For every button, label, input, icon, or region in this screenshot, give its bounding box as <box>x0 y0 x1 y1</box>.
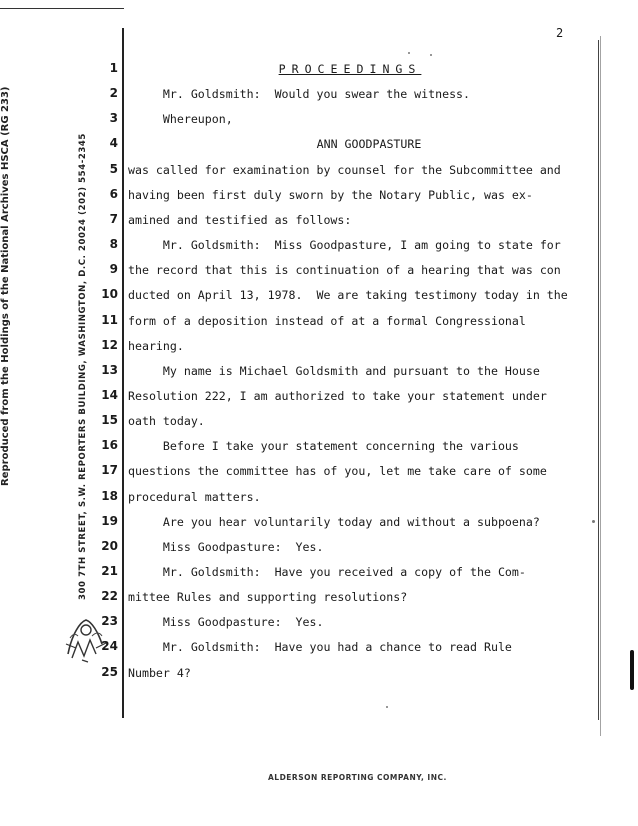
line-text: Mr. Goldsmith: Have you received a copy of the Com- <box>128 565 526 579</box>
page-number: 2 <box>556 26 564 40</box>
line-text: was called for examination by counsel for the Subcommittee and <box>128 162 561 177</box>
line-number: 1 <box>109 61 118 75</box>
line-text: hearing. <box>128 338 184 353</box>
line-number: 13 <box>101 362 118 377</box>
line-text: questions the committee has of you, let me take care of some <box>128 464 547 479</box>
line-number: 7 <box>109 211 118 226</box>
line-number: 8 <box>109 237 118 252</box>
line-text: Mr. Goldsmith: Miss Goodpasture, I am going to state for <box>128 238 561 253</box>
transcript-line <box>0 286 638 311</box>
line-number: 3 <box>109 111 118 126</box>
line-text: the record that this is continuation of a hearing that was con <box>128 263 561 278</box>
transcript-line <box>0 563 638 588</box>
reporter-address: 300 7TH STREET, S.W. REPORTERS BUILDING, WASHINGTON, D.C. 20024 (202) 554-2345 <box>78 133 88 600</box>
line-text: ducted on April 13, 1978. We are taking testimony today in the <box>128 288 568 303</box>
line-text: Before I take your statement concerning the various <box>128 439 519 454</box>
line-number: 17 <box>101 463 118 478</box>
line-text: Number 4? <box>128 665 191 680</box>
transcript-line <box>0 211 638 236</box>
line-number: 19 <box>101 513 118 528</box>
line-number: 14 <box>101 387 118 402</box>
line-number: 6 <box>109 186 118 201</box>
line-text: having been first duly sworn by the Notary Public, was ex- <box>128 187 533 202</box>
transcript-line <box>0 261 638 286</box>
scan-speck <box>386 706 388 708</box>
line-text: form of a deposition instead of at a formal Congressional <box>128 313 526 328</box>
transcript-line <box>0 85 638 110</box>
top-rule <box>0 8 124 9</box>
transcript-line <box>0 638 638 663</box>
transcript-line <box>0 135 638 160</box>
line-text: Mr. Goldsmith: Would you swear the witness. <box>128 87 471 102</box>
line-number: 10 <box>101 287 118 302</box>
line-number: 20 <box>101 538 118 553</box>
archives-caption: Reproduced from the Holdings of the National Archives HSCA (RG 233) <box>0 86 11 486</box>
transcript-line <box>0 110 638 135</box>
line-number: 23 <box>101 614 118 629</box>
line-text: Whereupon, <box>128 112 233 127</box>
scan-speck <box>592 520 595 523</box>
line-number: 24 <box>101 639 118 654</box>
transcript-line <box>0 513 638 538</box>
line-text: Miss Goodpasture: Yes. <box>128 539 324 554</box>
line-number: 4 <box>109 136 118 151</box>
transcript-line <box>0 488 638 513</box>
transcript-line <box>0 161 638 186</box>
line-number: 2 <box>109 86 118 101</box>
transcript-line <box>0 588 638 613</box>
line-number: 5 <box>109 161 118 176</box>
line-text: procedural matters. <box>128 489 261 504</box>
transcript-line <box>0 613 638 638</box>
line-number: 11 <box>101 312 118 327</box>
transcript-line <box>0 387 638 412</box>
line-number: 25 <box>101 664 118 679</box>
line-text: ANN GOODPASTURE <box>316 137 422 152</box>
transcript-line <box>0 236 638 261</box>
transcript-line <box>0 664 638 689</box>
transcript-line <box>0 437 638 462</box>
transcript-line <box>0 538 638 563</box>
line-text: Resolution 222, I am authorized to take your statement under <box>128 388 547 403</box>
line-number: 16 <box>101 438 118 453</box>
scan-speck <box>408 52 410 54</box>
transcript-line <box>0 362 638 387</box>
scan-speck <box>430 54 432 56</box>
line-number: 9 <box>109 262 118 277</box>
line-text: Are you hear voluntarily today and without a subpoena? <box>128 514 540 529</box>
line-text: PROCEEDINGS <box>278 62 422 76</box>
transcript-line <box>0 337 638 362</box>
transcript-line <box>0 412 638 437</box>
line-text: My name is Michael Goldsmith and pursuant to the House <box>128 363 540 378</box>
line-number: 12 <box>101 337 118 352</box>
transcript-line <box>0 312 638 337</box>
transcript-line <box>0 462 638 487</box>
transcript-line <box>0 60 638 85</box>
transcript-line <box>0 186 638 211</box>
line-text: Mr. Goldsmith: Have you had a chance to read Rule <box>128 640 512 655</box>
line-text: oath today. <box>128 414 205 429</box>
line-number: 18 <box>101 488 118 503</box>
line-number: 22 <box>101 589 118 604</box>
line-text: amined and testified as follows: <box>128 212 352 227</box>
line-text: mittee Rules and supporting resolutions? <box>128 590 408 605</box>
reporter-footer: ALDERSON REPORTING COMPANY, INC. <box>268 773 447 782</box>
line-number: 21 <box>101 564 118 578</box>
line-text: Miss Goodpasture: Yes. <box>128 615 324 630</box>
line-number: 15 <box>101 413 118 428</box>
